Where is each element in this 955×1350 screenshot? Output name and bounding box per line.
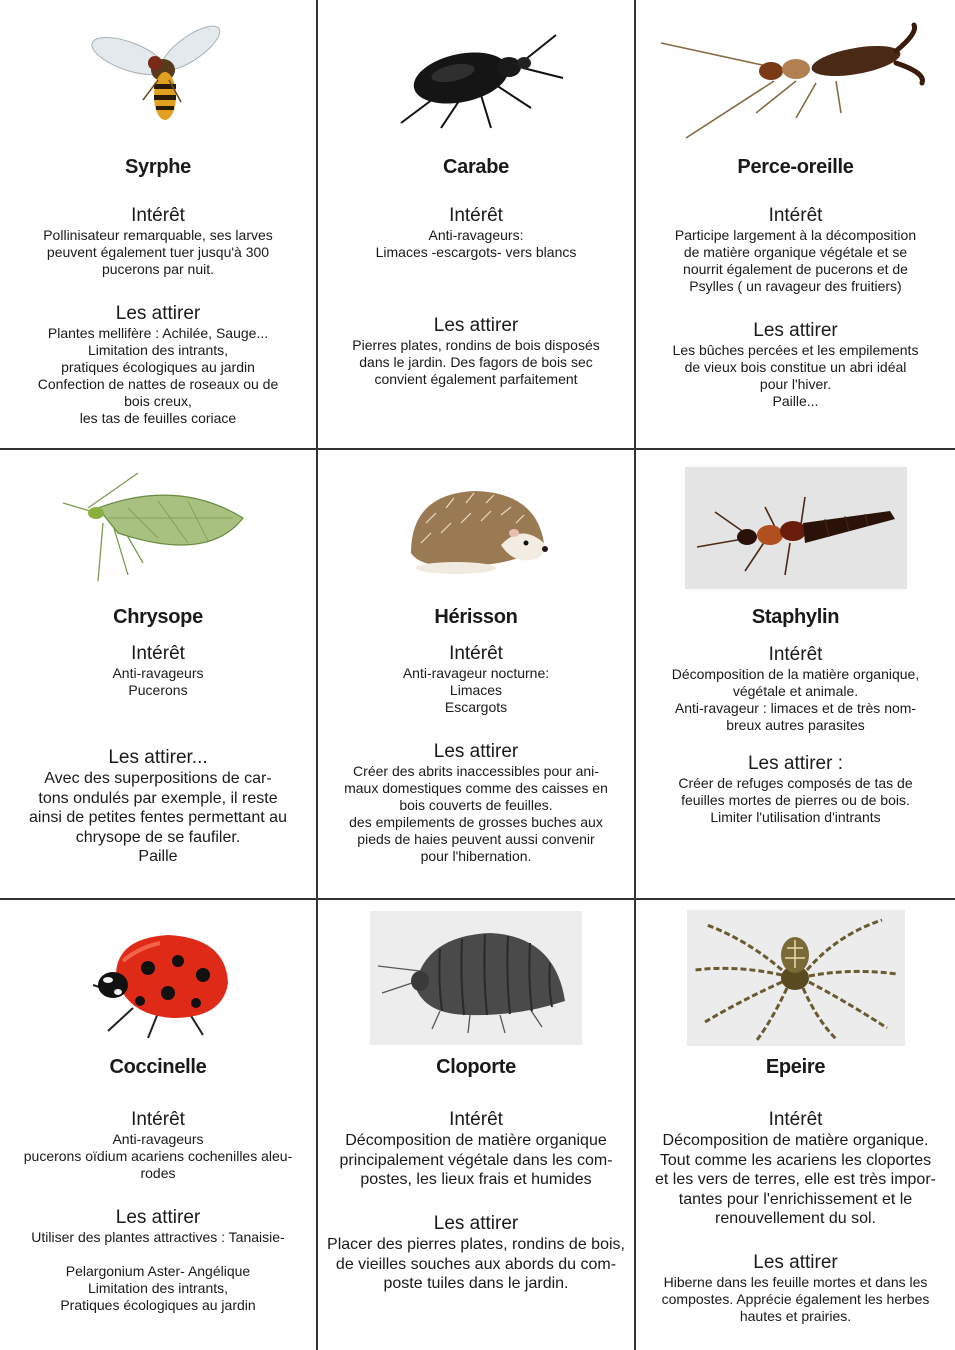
card-name: Hérisson [434,606,518,628]
interest-text: Anti-ravageurs: Limaces -escargots- vers blancs [375,227,577,260]
interest-text: Décomposition de la matière organique, végétale et animale. Anti-ravageur : limaces et de très nom- breux autres parasites [671,666,920,733]
attract-heading: Les attirer [115,303,201,324]
attract-heading: Les attirer [753,1252,838,1273]
interest-heading: Intérêt [449,1109,503,1130]
card-staphylin [636,450,955,900]
attract-text: Plantes mellifère : Achilée, Sauge... Limitation des intrants, pratiques écologiques au jardin Confection de nattes de roseaux ou de bois creux, les tas de feuilles coriace [37,325,279,426]
attract-text: Les bûches percées et les empilements de vieux bois constitue un abri idéal pour l'hiver. Paille... [672,342,919,409]
attract-text: Créer de refuges composés de tas de feuilles mortes de pierres ou de bois. Limiter l'utilisation d'intrants [678,775,913,825]
card-chrysope [0,450,318,900]
card-name: Carabe [442,156,509,178]
interest-heading: Intérêt [768,1109,823,1130]
interest-heading: Intérêt [768,644,823,665]
interest-heading: Intérêt [131,643,185,664]
card-cloporte [318,900,636,1350]
card-coccinelle [0,900,318,1350]
attract-heading: Les attirer [433,741,519,762]
attract-heading: Les attirer [115,1207,201,1228]
card-name: Cloporte [436,1056,516,1078]
card-name: Coccinelle [109,1056,207,1078]
interest-text: Décomposition de matière organique. Tout comme les acariens les cloportes et les vers de terres, elle est très impor- tantes pour l'enrichissement et le renouvellement du sol. [655,1132,936,1227]
card-carabe [318,0,636,450]
rove-beetle-icon [636,458,955,598]
attract-text: Avec des superpositions de car- tons ondulés par exemple, il reste ainsi de petites fentes permettant au chrysope de se faufiler. Paille [29,770,287,865]
lacewing-icon [0,458,316,598]
attract-heading: Les attirer : [747,753,844,774]
ground-beetle-icon [318,8,634,148]
woodlouse-icon [318,908,634,1048]
interest-text: Anti-ravageurs Pucerons [112,665,204,698]
interest-heading: Intérêt [768,205,823,226]
card-syrphe [0,0,318,450]
spider-icon [636,908,955,1048]
interest-text: Anti-ravageur nocturne: Limaces Escargots [402,665,550,715]
interest-heading: Intérêt [449,643,503,664]
interest-text: Pollinisateur remarquable, ses larves peuvent également tuer jusqu'à 300 pucerons par nuit. [43,227,273,277]
attract-text: Placer des pierres plates, rondins de bois, de vieilles souches aux abords du com- poste tuiles dans le jardin. [327,1236,625,1292]
interest-text: Anti-ravageurs pucerons oïdium acariens cochenilles aleu- rodes [23,1131,293,1181]
interest-heading: Intérêt [131,1109,185,1130]
earwig-icon [636,8,955,148]
attract-text: Pierres plates, rondins de bois disposés dans le jardin. Des fagors de bois sec convient également parfaitement [352,337,600,387]
attract-heading: Les attirer [753,320,838,341]
hoverfly-icon [0,8,316,148]
attract-text: Hiberne dans les feuille mortes et dans les compostes. Apprécie également les herbes hautes et prairies. [661,1274,930,1324]
card-name: Chrysope [113,606,203,628]
interest-text: Participe largement à la décomposition de matière organique végétale et se nourrit également de pucerons et de Psylles ( un ravageur des fruitiers) [674,227,917,294]
card-herisson [318,450,636,900]
card-perce-oreille [636,0,955,450]
card-epeire [636,900,955,1350]
attract-heading: Les attirer... [108,747,208,768]
attract-heading: Les attirer [433,315,519,336]
card-name: Staphylin [751,606,840,628]
card-name: Perce-oreille [737,156,854,178]
card-name: Epeire [765,1056,826,1078]
ladybug-icon [0,908,316,1048]
card-name: Syrphe [124,156,191,178]
interest-text: Décomposition de matière organique principalement végétale dans les com- postes, les lieux frais et humides [339,1132,613,1188]
attract-text: Utiliser des plantes attractives : Tanaisie- Pelargonium Aster- Angélique Limitation des intrants, Pratiques écologiques au jardin [31,1229,285,1313]
attract-text: Créer des abrits inaccessibles pour ani- maux domestiques comme des caisses en bois couverts de feuilles. des empilements de grosses buches aux pieds de haies peuvent aussi convenir pour l'hibernation. [344,763,608,864]
interest-heading: Intérêt [131,205,185,226]
attract-heading: Les attirer [433,1213,519,1234]
interest-heading: Intérêt [449,205,503,226]
hedgehog-icon [318,458,634,598]
